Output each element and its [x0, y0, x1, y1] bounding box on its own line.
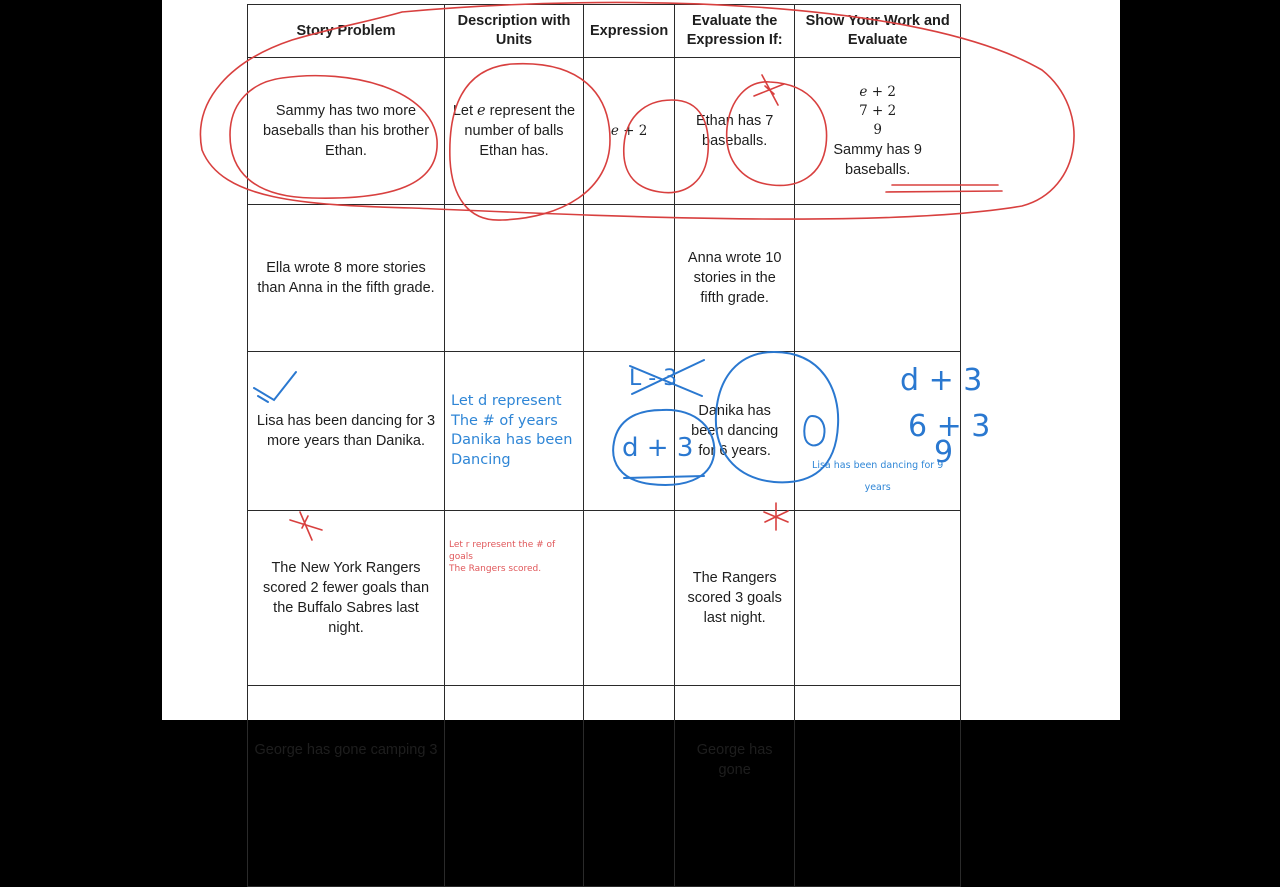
story-cell: Sammy has two more baseballs than his brother Ethan.: [248, 58, 445, 205]
work-line: e + 2: [859, 83, 896, 100]
description-text: Let e represent the number of balls Ethan has.: [452, 103, 576, 159]
header-row: [248, 5, 961, 58]
variable-symbol: e: [477, 103, 486, 119]
expression-text: e + 2: [610, 122, 648, 139]
description-cell: [445, 352, 584, 511]
work-cell: [795, 58, 961, 205]
work-cell: [795, 352, 961, 511]
work-cell: [795, 511, 961, 686]
work-line: 7 + 2: [859, 102, 897, 119]
work-line-2: 6 + 3: [908, 409, 991, 444]
header-story-problem: Story Problem: [248, 5, 445, 58]
worksheet-page: [162, 0, 1120, 778]
story-cell: George has gone camping 3: [248, 686, 445, 887]
work-line: Sammy has 9 baseballs.: [833, 141, 922, 178]
description-cell: [445, 205, 584, 352]
description-cell: [445, 58, 584, 205]
table-row: [248, 58, 961, 205]
worksheet-table: [247, 4, 961, 887]
expression-cell: [584, 686, 675, 887]
evaluate-if-cell: The Rangers scored 3 goals last night.: [675, 511, 795, 686]
header-description: Description with Units: [445, 5, 584, 58]
story-cell: Lisa has been dancing for 3 more years than Danika.: [248, 352, 445, 511]
story-cell: The New York Rangers scored 2 fewer goals than the Buffalo Sabres last night.: [248, 511, 445, 686]
handwritten-work-note: Lisa has been dancing for 9 years: [812, 460, 944, 493]
expression-cell: [584, 205, 675, 352]
handwritten-description-note: Let r represent the # of goals The Rangers scored.: [449, 540, 556, 574]
work-line: 9: [873, 121, 882, 138]
evaluate-if-cell: Danika has been dancing for 6 years.: [675, 352, 795, 511]
header-evaluate-if: Evaluate the Expression If:: [675, 5, 795, 58]
table-row: [248, 352, 961, 511]
story-cell: Ella wrote 8 more stories than Anna in the fifth grade.: [248, 205, 445, 352]
handwritten-description-note: Let d represent The # of years Danika has been Dancing: [451, 393, 573, 468]
description-cell: [445, 686, 584, 887]
expression-cell: [584, 511, 675, 686]
expression-cell: [584, 58, 675, 205]
table-row: [248, 511, 961, 686]
evaluate-if-cell: Ethan has 7 baseballs.: [675, 58, 795, 205]
table-row: [248, 205, 961, 352]
description-cell: [445, 511, 584, 686]
crossed-expression: L - 3: [629, 366, 678, 391]
evaluate-if-cell: George has gone: [675, 686, 795, 887]
header-show-work: Show Your Work and Evaluate: [795, 5, 961, 58]
header-expression: Expression: [584, 5, 675, 58]
work-cell: [795, 686, 961, 887]
circled-expression: d + 3: [622, 433, 694, 463]
table-row: [248, 686, 961, 887]
work-line-1: d + 3: [900, 363, 983, 398]
work-line-3: 9: [934, 435, 954, 470]
work-cell: [795, 205, 961, 352]
expression-cell: [584, 352, 678, 511]
evaluate-if-cell: Anna wrote 10 stories in the fifth grade.: [675, 205, 795, 352]
